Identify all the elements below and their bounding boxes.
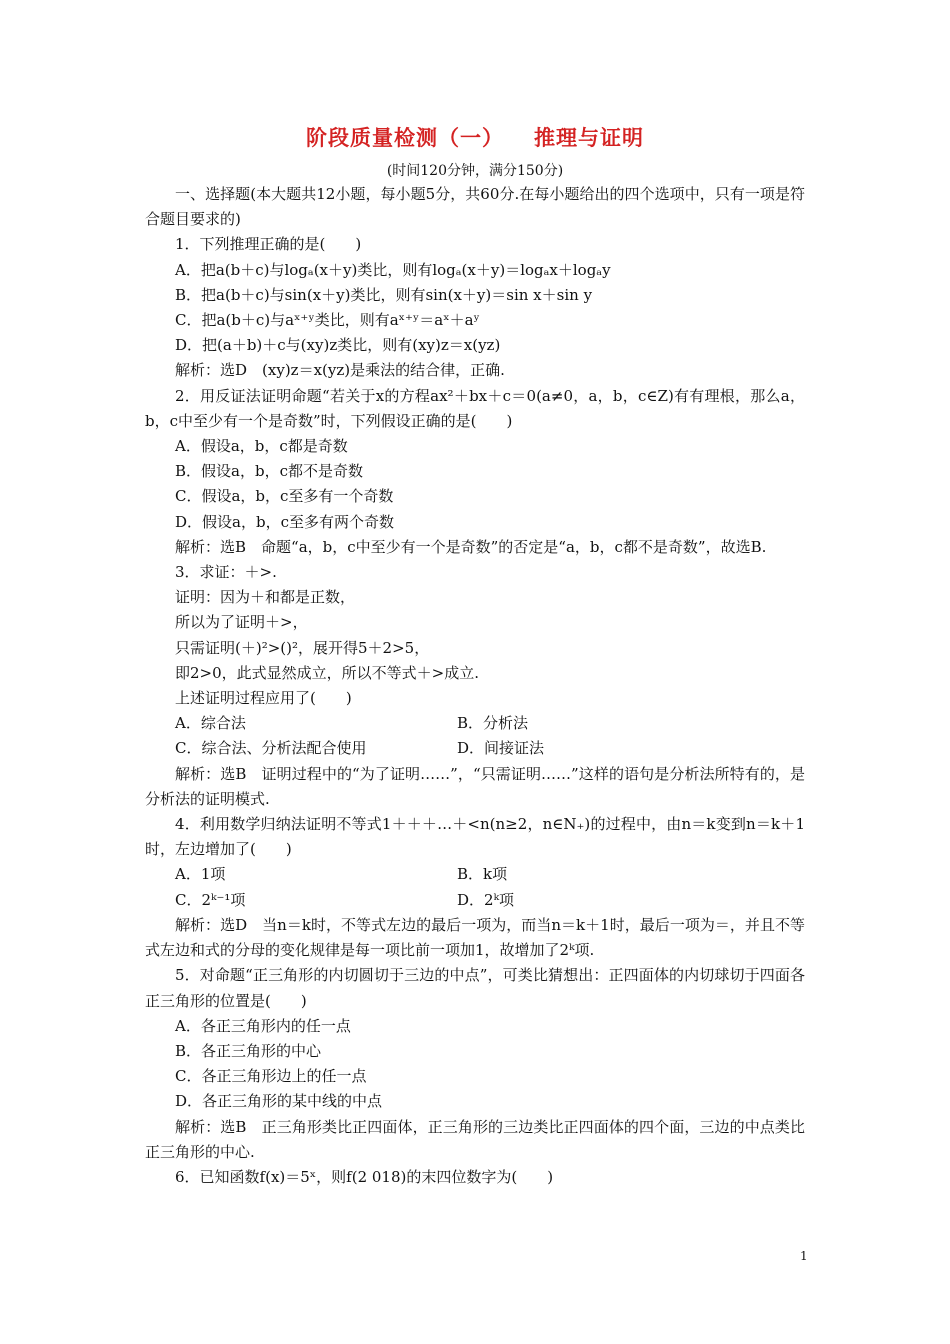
q4-option-b: B．k项 (457, 865, 508, 884)
q6-stem: 6．已知函数f(x)＝5ˣ，则f(2 018)的末四位数字为( ) (175, 1167, 554, 1186)
q3-proof-line-2: 所以为了证明＋>， (175, 613, 308, 632)
q5-option-a: A．各正三角形内的任一点 (175, 1016, 351, 1035)
q3-stem: 3．求证：＋>. (175, 563, 277, 582)
q1-option-a: A．把a(b＋c)与logₐ(x＋y)类比，则有logₐ(x＋y)＝logₐx＋logₐy (175, 260, 611, 279)
q1-option-c: C．把a(b＋c)与aˣ⁺ʸ类比，则有aˣ⁺ʸ＝aˣ＋aʸ (175, 311, 480, 330)
title-left: 阶段质量检测（一） (306, 126, 504, 150)
q3-analysis: 解析：选B 证明过程中的“为了证明……”，“只需证明……”这样的语句是分析法所特有的，是分析法的证明模式. (145, 764, 805, 808)
q2-option-a: A．假设a，b，c都是奇数 (175, 437, 348, 456)
q3-options-row-1 (145, 711, 805, 736)
q4-option-a: A．1项 (175, 865, 226, 884)
q5-option-b: B．各正三角形的中心 (175, 1041, 322, 1060)
q1-option-d: D．把(a＋b)＋c与(xy)z类比，则有(xy)z＝x(yz) (175, 336, 501, 355)
section-intro: 一、选择题(本大题共12小题，每小题5分，共60分.在每小题给出的四个选项中，只有一项是符合题目要求的) (145, 185, 805, 229)
q2-option-d: D．假设a，b，c至多有两个奇数 (175, 512, 394, 531)
q5-option-d: D．各正三角形的某中线的中点 (175, 1092, 383, 1111)
q3-option-a: A．综合法 (175, 714, 246, 733)
q4-stem: 4．利用数学归纳法证明不等式1＋＋＋…＋<n(n≥2，n∈N₊)的过程中，由n＝k变到n＝k＋1时，左边增加了( ) (145, 815, 805, 859)
page-subtitle: (时间120分钟，满分150分) (386, 163, 564, 179)
q1-stem: 1．下列推理正确的是( ) (175, 235, 362, 254)
document-body (145, 182, 805, 1190)
q3-option-d: D．间接证法 (457, 739, 545, 758)
q2-stem: 2．用反证法证明命题“若关于x的方程ax²＋bx＋c＝0(a≠0，a，b，c∈Z)有有理根，那么a，b，c中至少有一个是奇数”时，下列假设正确的是( ) (145, 386, 805, 430)
q3-option-b: B．分析法 (457, 714, 529, 733)
q3-proof-line-3: 只需证明(＋)²>()²，展开得5＋2>5， (175, 638, 430, 657)
q3-proof-line-5: 上述证明过程应用了( ) (175, 689, 352, 708)
q4-options-row-1 (145, 862, 805, 887)
page-title (0, 122, 950, 152)
q1-analysis: 解析：选D (xy)z＝x(yz)是乘法的结合律，正确. (175, 361, 505, 380)
title-right: 推理与证明 (534, 126, 644, 150)
q1-option-b: B．把a(b＋c)与sin(x＋y)类比，则有sin(x＋y)＝sin x＋sin y (175, 285, 593, 304)
q5-analysis: 解析：选B 正三角形类比正四面体，正三角形的三边类比正四面体的四个面，三边的中点类比正三角形的中心. (145, 1117, 805, 1161)
q5-stem: 5．对命题“正三角形的内切圆切于三边的中点”，可类比猜想出：正四面体的内切球切于四面各正三角形的位置是( ) (145, 966, 805, 1010)
q3-option-c: C．综合法、分析法配合使用 (175, 739, 367, 758)
q5-option-c: C．各正三角形边上的任一点 (175, 1067, 367, 1086)
q2-analysis: 解析：选B 命题“a，b，c中至少有一个是奇数”的否定是“a，b，c都不是奇数”，故选B. (175, 537, 767, 556)
q4-analysis: 解析：选D 当n＝k时，不等式左边的最后一项为，而当n＝k＋1时，最后一项为＝，并且不等式左边和式的分母的变化规律是每一项比前一项加1，故增加了2ᵏ项. (145, 915, 805, 960)
q4-option-c: C．2ᵏ⁻¹项 (175, 890, 246, 909)
q3-options-row-2 (145, 736, 805, 761)
q4-options-row-2 (145, 888, 805, 913)
q4-option-d: D．2ᵏ项 (457, 890, 515, 909)
q3-proof-line-4: 即2>0，此式显然成立，所以不等式＋>成立. (175, 663, 479, 682)
q2-option-b: B．假设a，b，c都不是奇数 (175, 462, 363, 481)
q2-option-c: C．假设a，b，c至多有一个奇数 (175, 487, 394, 506)
page-number: 1 (800, 1249, 808, 1263)
q3-proof-line-1: 证明：因为＋和都是正数， (175, 588, 356, 607)
